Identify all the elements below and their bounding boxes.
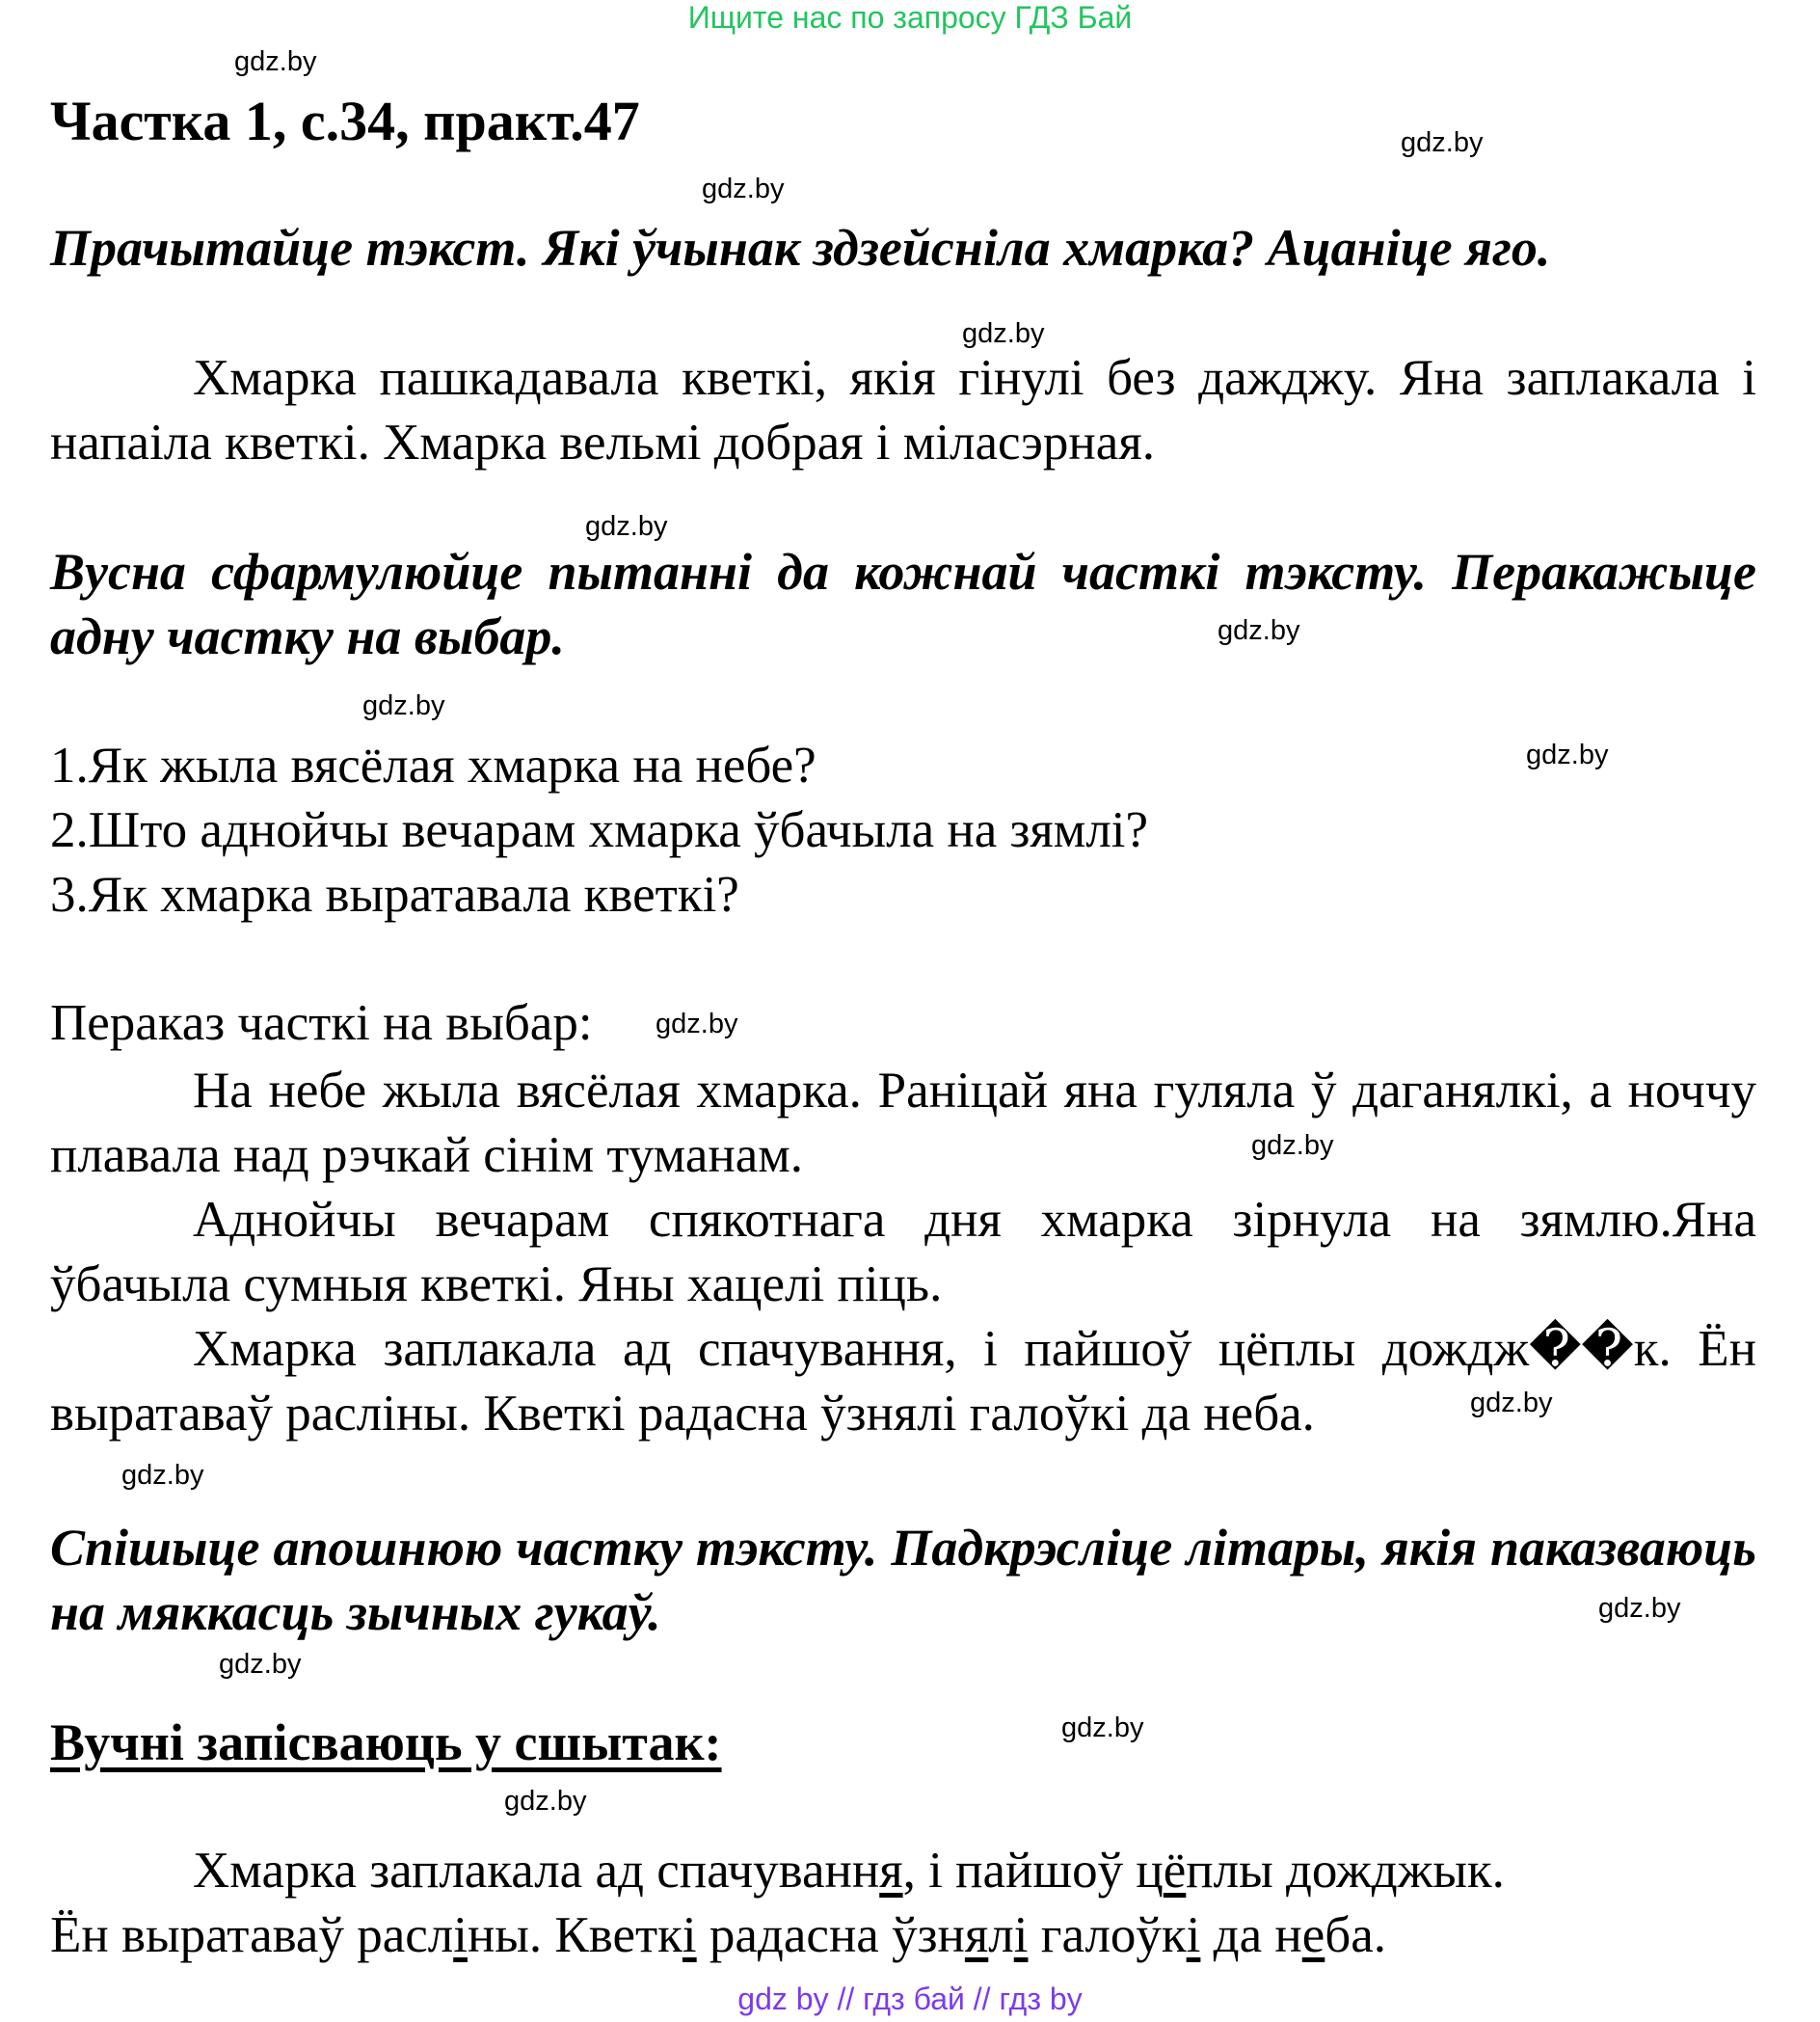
- retell-paragraph: Хмарка заплакала ад спачування, і пайшоў цёплы дождж��к. Ён выратаваў расліны. Кветкі радасна ўзнялі галоўкі да неба.: [50, 1321, 1756, 1442]
- underlined-letter: я: [964, 1907, 989, 1963]
- question-item: 1.Як жыла вясёлая хмарка на небе?: [50, 738, 816, 794]
- page-title: Частка 1, с.34, практ.47: [50, 90, 640, 152]
- underlined-letter: і: [682, 1907, 697, 1963]
- underlined-letter: і: [1186, 1907, 1201, 1963]
- retell-label: Пераказ часткі на выбар:: [50, 995, 593, 1051]
- retell-paragraph: Аднойчы вечарам спякотнага дня хмарка зірнула на зямлю.Яна ўбачыла сумныя кветкі. Яны хацелі піць.: [50, 1192, 1756, 1312]
- underlined-letter: е: [1301, 1907, 1325, 1963]
- task-instruction: Спішыце апошнюю частку тэксту. Падкрэсліце літары, якія паказваюць на мяккасць зычных гукаў.: [50, 1519, 1756, 1641]
- watermark: gdz.by: [234, 46, 317, 77]
- underlined-letter: і: [453, 1907, 468, 1963]
- notebook-text: плы дожджык.: [1186, 1843, 1505, 1899]
- notebook-line: [50, 1906, 1386, 1964]
- notebook-heading: Вучні запісваюць у сшытак:: [50, 1713, 722, 1771]
- retell-paragraph: На небе жыла вясёлая хмарка. Раніцай яна гуляла ў даганялкі, а ноччу плавала над рэчкай сінім туманам.: [50, 1063, 1756, 1183]
- watermark: gdz.by: [1526, 740, 1609, 770]
- watermark: gdz.by: [962, 318, 1045, 349]
- notebook-text: Ён выратаваў расл: [50, 1907, 454, 1963]
- watermark: gdz.by: [362, 690, 445, 721]
- notebook-text: ны. Кветк: [467, 1907, 682, 1963]
- watermark: gdz.by: [121, 1460, 204, 1491]
- watermark: gdz.by: [656, 1009, 738, 1039]
- watermark: gdz.by: [504, 1786, 587, 1817]
- question-item: 2.Што аднойчы вечарам хмарка ўбачыла на зямлі?: [50, 802, 1149, 858]
- watermark: gdz.by: [219, 1649, 302, 1680]
- notebook-text: радасна ўзн: [696, 1907, 965, 1963]
- footer-watermark: gdz by // гдз бай // гдз by: [737, 1982, 1083, 2016]
- watermark: gdz.by: [1251, 1130, 1334, 1161]
- underlined-letter: ё: [1163, 1843, 1187, 1899]
- notebook-text: да н: [1200, 1907, 1302, 1963]
- notebook-line: [193, 1842, 1505, 1900]
- watermark: gdz.by: [1401, 127, 1484, 158]
- watermark: gdz.by: [702, 174, 785, 204]
- answer-paragraph: Хмарка пашкадавала кветкі, якія гінулі без дажджу. Яна заплакала і напаіла кветкі. Хмарка вельмі добрая і міласэрная.: [50, 350, 1756, 471]
- task-instruction: Прачытайце тэкст. Які ўчынак здзейсніла хмарка? Ацаніце яго.: [50, 219, 1551, 277]
- watermark: gdz.by: [1218, 615, 1300, 646]
- top-banner: Ищите нас по запросу ГДЗ Бай: [687, 0, 1133, 35]
- question-item: 3.Як хмарка выратавала кветкі?: [50, 867, 739, 923]
- notebook-text: ба.: [1325, 1907, 1387, 1963]
- notebook-text: галоўк: [1028, 1907, 1187, 1963]
- watermark: gdz.by: [1598, 1593, 1681, 1624]
- watermark: gdz.by: [585, 511, 668, 542]
- watermark: gdz.by: [1470, 1388, 1553, 1418]
- underlined-letter: я: [879, 1843, 903, 1899]
- watermark: gdz.by: [1061, 1712, 1144, 1743]
- notebook-text: Хмарка заплакала ад спачуванн: [193, 1843, 880, 1899]
- notebook-text: л: [988, 1907, 1014, 1963]
- notebook-text: , і пайшоў ц: [902, 1843, 1164, 1899]
- task-instruction: Вусна сфармулюйце пытанні да кожнай часткі тэксту. Перакажыце адну частку на выбар.: [50, 543, 1756, 665]
- underlined-letter: і: [1013, 1907, 1029, 1963]
